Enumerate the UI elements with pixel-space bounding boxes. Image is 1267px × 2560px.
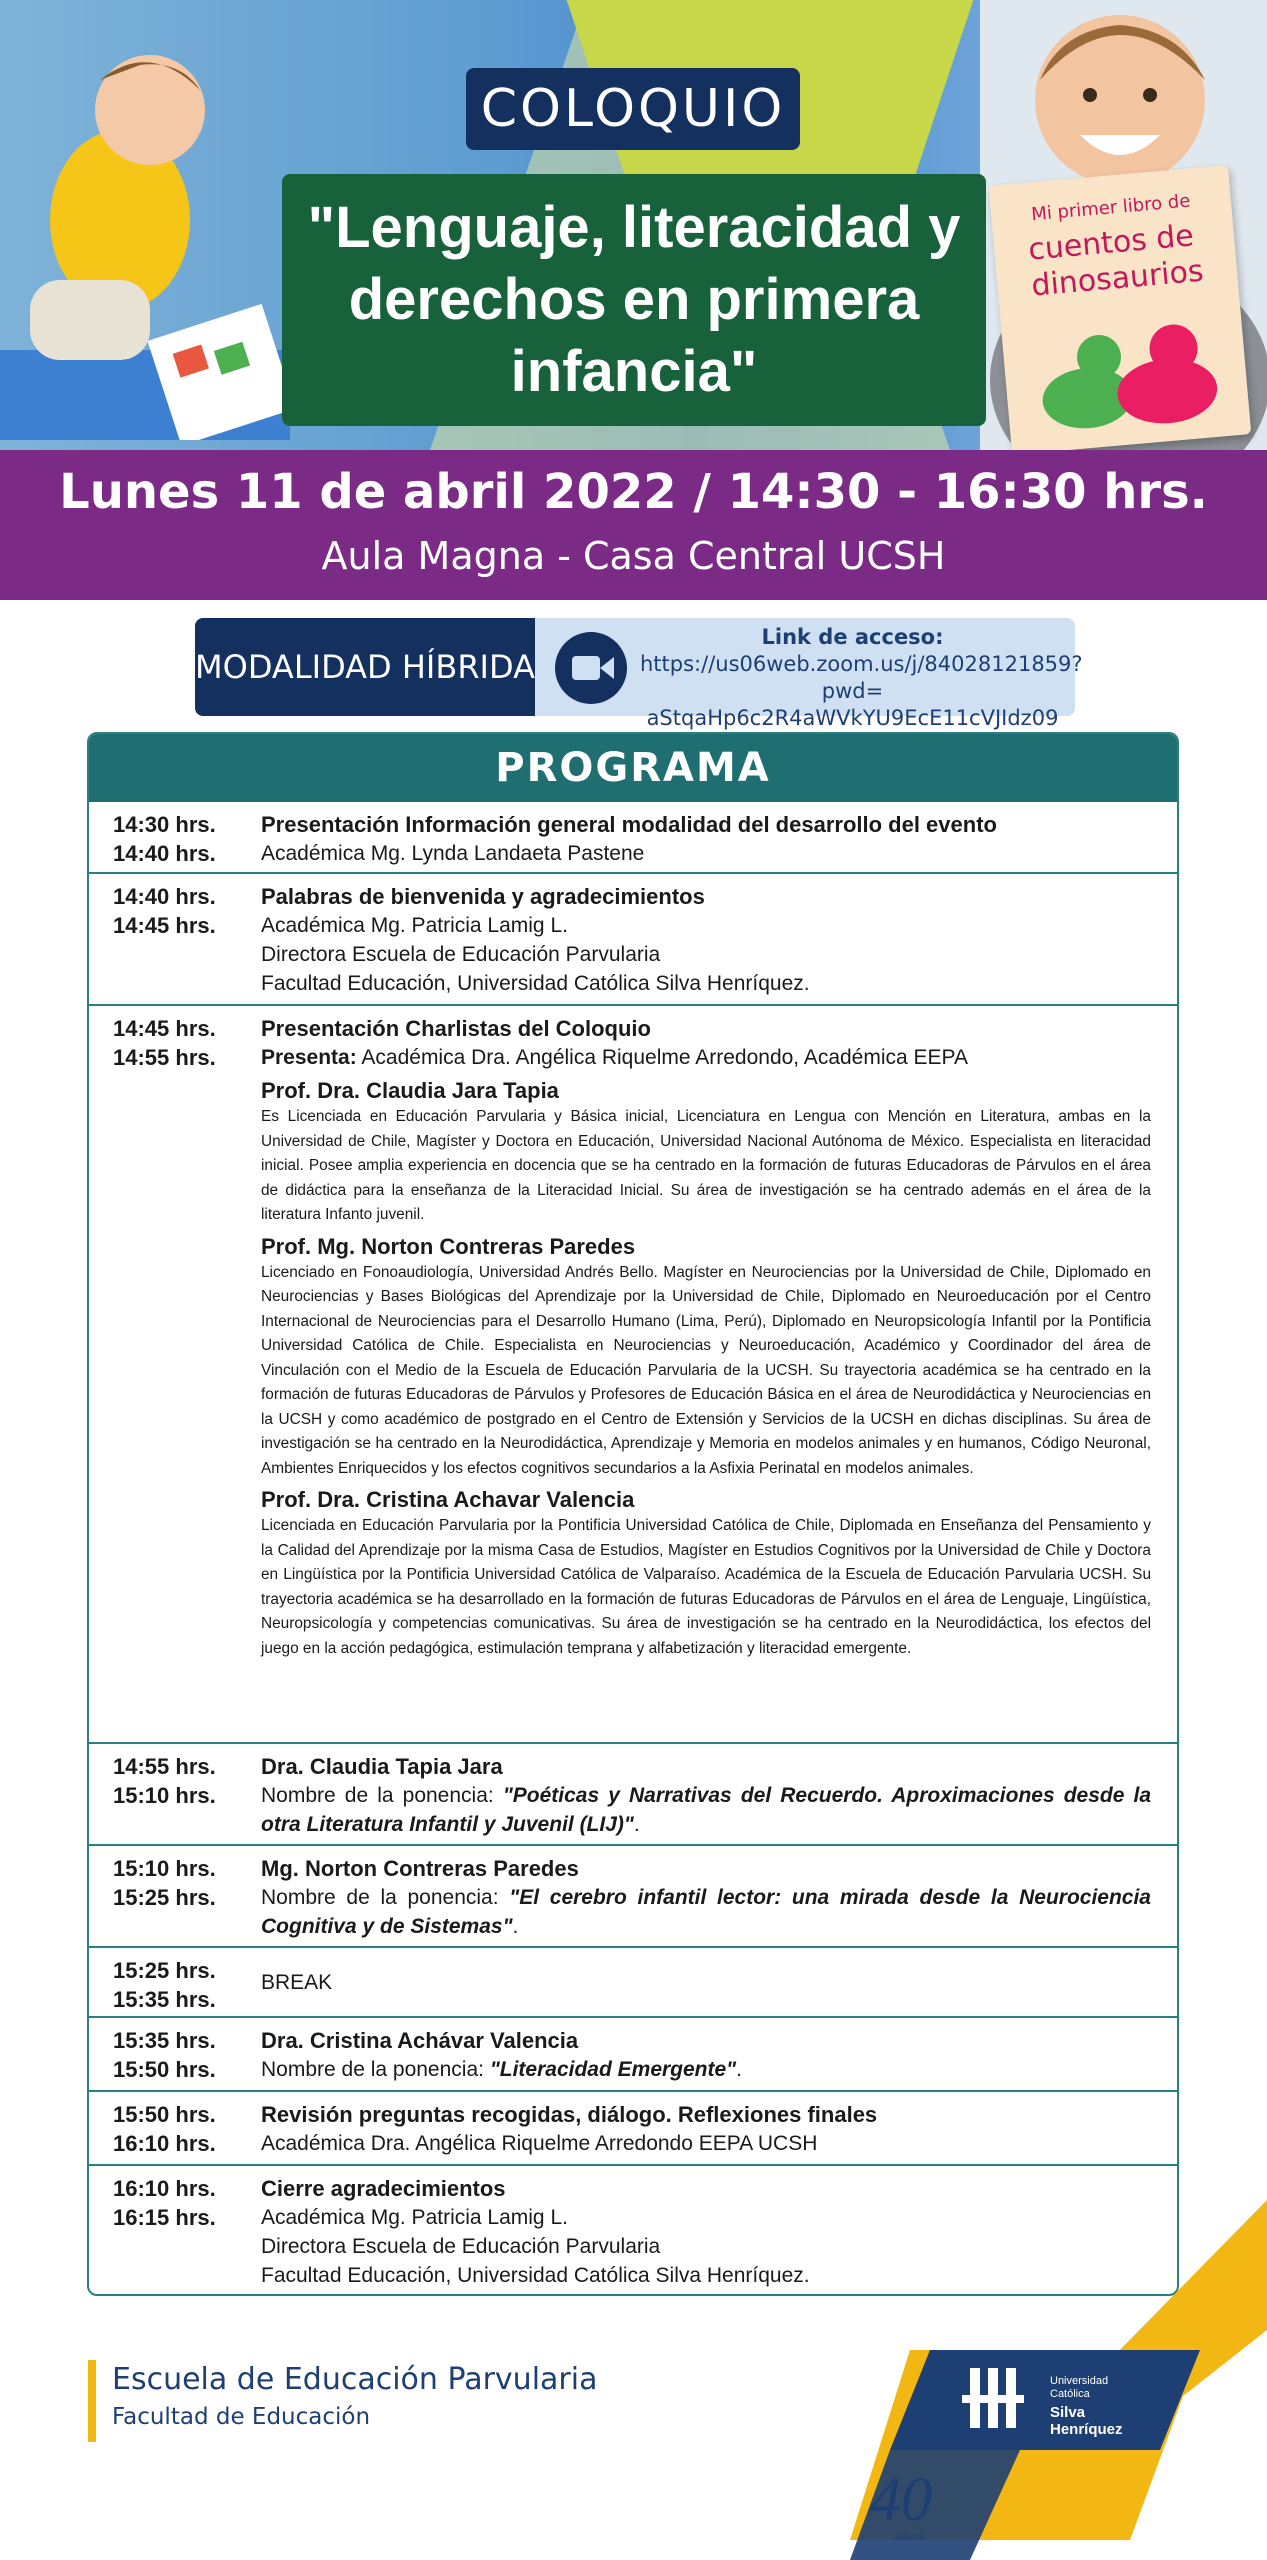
end-time: 14:55 hrs.: [113, 1045, 216, 1070]
hero-banner: [0, 0, 1267, 450]
event-type-label: COLOQUIO: [466, 68, 800, 150]
speaker-bio: Licenciado en Fonoaudiología, Universidad Andrés Bello. Magíster en Neurociencias por la Universidad de Chile, Diplomado en Neurociencias y Bases Biológicas del Aprendizaje por la Universidad de Chile, Diplomado en Neuroeducación por el Centro Internacional de Neurociencias para el Desarrollo Humano (Lima, Perú), Diplomado en Neuropsicología Infantil por la Pontificia Universidad Católica de Chile. Especialista en Neurociencias y Neuroeducación, Académico y Coordinador del área de Vinculación con el Medio de la Escuela de Educación Parvularia de la UCSH. Su trayectoria académica se ha centrado en la formación de futuras Educadoras de Párvulos y Profesores de Educación Básica en el área de Neurodidáctica y Neurociencias en la UCSH y como académico de postgrado en el Centro de Extensión y Servicios de la UCSH en dichas disciplinas. Su área de investigación se ha centrado en la Neurodidáctica, Aprendizaje y Memoria en modelos animales y en humanos, Código Neuronal, Ambientes Enriquecidos y los efectos cognitivos secundarios a la Asfixia Perinatal en modelos animales.: [261, 1263, 1151, 1477]
video-camera-icon: [555, 632, 627, 704]
end-time: 16:15 hrs.: [113, 2205, 216, 2230]
access-link-box: [535, 618, 1083, 730]
row-line: Directora Escuela de Educación Parvularia: [261, 2235, 661, 2258]
speaker-name: Prof. Dra. Cristina Achavar Valencia: [261, 1487, 635, 1512]
faculty-name: Facultad de Educación: [112, 2404, 371, 2430]
row-line: Académica Mg. Lynda Landaeta Pastene: [261, 842, 645, 865]
row-line: Facultad Educación, Universidad Católica Silva Henríquez.: [261, 972, 810, 995]
anniversary-word: AÑOS: [895, 2532, 924, 2543]
modality-label: MODALIDAD HÍBRIDA: [195, 618, 535, 716]
talk-line: [261, 1883, 1151, 1941]
book-title-line: cuentos de dinosaurios: [1026, 218, 1205, 304]
talk-line: [261, 1781, 1151, 1839]
start-time: 14:45 hrs.: [113, 1016, 216, 1041]
start-time: 15:35 hrs.: [113, 2028, 216, 2053]
talk-line: [261, 2055, 1151, 2084]
talk-title: "Poéticas y Narrativas del Recuerdo. Aproximaciones desde la otra Literatura Infantil y Juvenil (LIJ)": [261, 1784, 1151, 1836]
program-row: [89, 1006, 1177, 1744]
anniversary-number: 40: [870, 2466, 932, 2534]
row-title: Dra. Claudia Tapia Jara: [261, 1754, 503, 1779]
program-row: [89, 802, 1177, 874]
logo-text: Católica: [1050, 2388, 1090, 2400]
talk-end: .: [736, 2058, 742, 2081]
event-title: "Lenguaje, literacidad y derechos en primera infancia": [282, 174, 986, 426]
link-url-line[interactable]: https://us06web.zoom.us/j/84028121859?pwd=: [640, 652, 1083, 703]
start-time: 16:10 hrs.: [113, 2176, 216, 2201]
end-time: 15:25 hrs.: [113, 1885, 216, 1910]
row-title: Palabras de bienvenida y agradecimientos: [261, 884, 705, 909]
event-location: Aula Magna - Casa Central UCSH: [321, 534, 946, 578]
start-time: 14:55 hrs.: [113, 1754, 216, 1779]
end-time: 14:40 hrs.: [113, 841, 216, 866]
presenter-line: [261, 1043, 1151, 1072]
link-url-line[interactable]: aStqaHp6c2R4aWVkYU9EcE11cVJIdz09: [646, 706, 1059, 730]
row-title: Presentación Charlistas del Coloquio: [261, 1016, 651, 1041]
logo-text: Henríquez: [1050, 2421, 1123, 2438]
university-logo: [850, 2200, 1267, 2560]
start-time: 15:10 hrs.: [113, 1856, 216, 1881]
program-heading: PROGRAMA: [89, 734, 1177, 802]
talk-prefix: Nombre de la ponencia:: [261, 1784, 503, 1807]
row-title: Cierre agradecimientos: [261, 2176, 506, 2201]
link-title: Link de acceso:: [761, 625, 944, 649]
date-banner: [0, 450, 1267, 600]
end-time: 15:10 hrs.: [113, 1783, 216, 1808]
program-row: [89, 1948, 1177, 2018]
end-time: 15:50 hrs.: [113, 2057, 216, 2082]
end-time: 16:10 hrs.: [113, 2131, 216, 2156]
row-title: Mg. Norton Contreras Paredes: [261, 1856, 579, 1881]
row-title: Presentación Información general modalidad del desarrollo del evento: [261, 812, 997, 837]
program-row: [89, 2092, 1177, 2166]
talk-end: .: [633, 1813, 640, 1836]
school-name: Escuela de Educación Parvularia: [112, 2362, 598, 2397]
program-row: [89, 874, 1177, 1006]
event-date: Lunes 11 de abril 2022 / 14:30 - 16:30 hrs.: [59, 464, 1208, 520]
end-time: 14:45 hrs.: [113, 913, 216, 938]
row-line: Académica Dra. Angélica Riquelme Arredondo EEPA UCSH: [261, 2132, 818, 2155]
zoom-link[interactable]: [640, 624, 1083, 732]
dinosaur-illustration: [1021, 306, 1231, 443]
row-line: Académica Mg. Patricia Lamig L.: [261, 2206, 568, 2229]
start-time: 14:30 hrs.: [113, 812, 216, 837]
start-time: 15:50 hrs.: [113, 2102, 216, 2127]
logo-text: Universidad: [1050, 2375, 1109, 2387]
program-row: [89, 2018, 1177, 2092]
end-time: 15:35 hrs.: [113, 1987, 216, 2012]
presenter-label: Presenta:: [261, 1046, 357, 1069]
start-time: 15:25 hrs.: [113, 1958, 216, 1983]
row-line: Directora Escuela de Educación Parvularia: [261, 943, 661, 966]
talk-prefix: Nombre de la ponencia:: [261, 2058, 490, 2081]
logo-text: Silva: [1050, 2404, 1086, 2421]
row-title: Dra. Cristina Achávar Valencia: [261, 2028, 579, 2053]
child-photo-left: [0, 20, 290, 440]
presenter-text: Académica Dra. Angélica Riquelme Arredondo, Académica EEPA: [356, 1046, 968, 1069]
start-time: 14:40 hrs.: [113, 884, 216, 909]
talk-title: "El cerebro infantil lector: una mirada desde la Neurociencia Cognitiva y de Sistemas": [261, 1886, 1151, 1938]
row-title: Revisión preguntas recogidas, diálogo. Reflexiones finales: [261, 2102, 878, 2127]
row-line: Facultad Educación, Universidad Católica Silva Henríquez.: [261, 2264, 810, 2287]
talk-end: .: [512, 1915, 519, 1938]
footer-accent-bar: [88, 2360, 96, 2442]
book-title-line: Mi primer libro de: [1030, 190, 1192, 226]
row-line: Académica Mg. Patricia Lamig L.: [261, 914, 568, 937]
speaker-bio: Es Licenciada en Educación Parvularia y Básica inicial, Licenciatura en Lengua con Mención en Literatura, ambas en la Universidad de Chile, Magíster y Doctora en Educación, Universidad Nacional Autónoma de México. Especialista en literacidad inicial. Posee amplia experiencia en docencia que se ha centrado en la formación de futuras Educadoras de Párvulos en el área de didáctica para la enseñanza de la Literacidad Inicial. Su área de investigación se ha centrado además en el área de la literatura Infanto juvenil.: [261, 1108, 1151, 1223]
program-row: [89, 1846, 1177, 1948]
program-row: [89, 1744, 1177, 1846]
speaker-name: Prof. Mg. Norton Contreras Paredes: [261, 1233, 636, 1259]
program-table: [87, 732, 1179, 2296]
dinosaur-book: [989, 165, 1252, 450]
talk-title: "Literacidad Emergente": [489, 2058, 737, 2081]
speaker-bio: Licenciada en Educación Parvularia por la Pontificia Universidad Católica de Chile, Diplomada en Enseñanza del Pensamiento y la Calidad del Aprendizaje por la misma Casa de Estudios, Magíster en Estudios Cognitivos por la Universidad de Chile y Doctora en Lingüística por la Pontificia Universidad Católica de Valparaíso. Académica de la Escuela de Educación Parvularia UCSH. Su trayectoria académica se ha desarrollado en la formación de futuras Educadoras de Párvulos en el área de Lenguaje, Lingüística, Neuropsicología y competencias comunicativas. Su área de investigación se ha centrado en la Neurodidáctica, los efectos del juego en la acción pedagógica, estimulación temprana y alfabetización y literacidad emergente.: [261, 1517, 1151, 1657]
talk-prefix: Nombre de la ponencia:: [261, 1886, 510, 1909]
break-label: BREAK: [261, 1971, 333, 1994]
speaker-name: Prof. Dra. Claudia Jara Tapia: [261, 1078, 559, 1103]
